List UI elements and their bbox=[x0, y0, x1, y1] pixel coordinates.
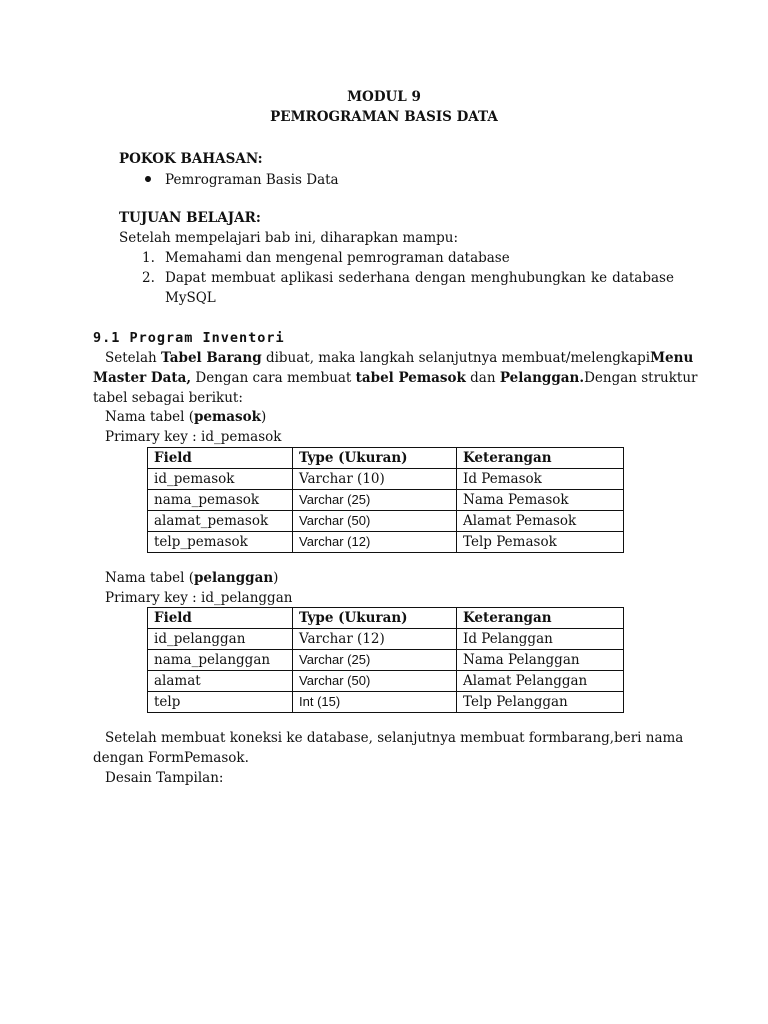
column-header: Type (Ukuran) bbox=[293, 608, 457, 629]
keterangan-cell: Nama Pemasok bbox=[457, 490, 624, 511]
bullet-icon bbox=[144, 175, 152, 183]
tujuan-intro: Setelah mempelajari bab ini, diharapkan mampu: bbox=[119, 230, 459, 246]
keterangan-cell: Id Pemasok bbox=[457, 469, 624, 490]
word: sederhana bbox=[338, 270, 410, 286]
tujuan-item-text-line1 bbox=[165, 268, 674, 288]
field-cell: telp bbox=[148, 692, 293, 713]
column-header: Type (Ukuran) bbox=[293, 448, 457, 469]
word: membuat bbox=[211, 270, 276, 286]
column-header: Keterangan bbox=[457, 608, 624, 629]
tujuan-item-text: Memahami dan mengenal pemrograman database bbox=[165, 250, 510, 266]
field-cell: alamat_pemasok bbox=[148, 511, 293, 532]
table-row bbox=[148, 490, 624, 511]
pemasok-table bbox=[147, 447, 624, 553]
keterangan-cell: Telp Pemasok bbox=[457, 532, 624, 553]
table-row bbox=[148, 511, 624, 532]
word: aplikasi bbox=[280, 270, 334, 286]
field-cell: id_pemasok bbox=[148, 469, 293, 490]
tujuan-item-number: 1. bbox=[142, 250, 155, 266]
paragraph-line: Desain Tampilan: bbox=[105, 770, 224, 786]
keterangan-cell: Alamat Pelanggan bbox=[457, 671, 624, 692]
pokok-item: Pemrograman Basis Data bbox=[165, 172, 339, 188]
column-header: Field bbox=[148, 608, 293, 629]
column-header: Keterangan bbox=[457, 448, 624, 469]
table-row bbox=[148, 650, 624, 671]
field-cell: nama_pelanggan bbox=[148, 650, 293, 671]
pokok-heading: POKOK BAHASAN: bbox=[119, 151, 263, 167]
keterangan-cell: Id Pelanggan bbox=[457, 629, 624, 650]
field-cell: telp_pemasok bbox=[148, 532, 293, 553]
type-cell: Int (15) bbox=[293, 692, 457, 713]
field-cell: alamat bbox=[148, 671, 293, 692]
type-cell: Varchar (25) bbox=[293, 650, 457, 671]
tujuan-item-text-line2: MySQL bbox=[165, 290, 216, 306]
paragraph-line: Setelah Tabel Barang dibuat, maka langkah selanjutnya membuat/melengkapi Menu bbox=[105, 350, 694, 366]
table-row bbox=[148, 532, 624, 553]
table-name-label: Nama tabel (pemasok) bbox=[105, 409, 267, 425]
type-cell: Varchar (12) bbox=[293, 532, 457, 553]
tujuan-item-number: 2. bbox=[142, 270, 155, 286]
field-cell: id_pelanggan bbox=[148, 629, 293, 650]
table-row bbox=[148, 469, 624, 490]
field-cell: nama_pemasok bbox=[148, 490, 293, 511]
table-row bbox=[148, 629, 624, 650]
table-row bbox=[148, 692, 624, 713]
table-header-row bbox=[148, 448, 624, 469]
keterangan-cell: Nama Pelanggan bbox=[457, 650, 624, 671]
word: ke bbox=[590, 270, 608, 286]
type-cell: Varchar (12) bbox=[293, 629, 457, 650]
paragraph-line: tabel sebagai berikut: bbox=[93, 390, 243, 406]
keterangan-cell: Telp Pelanggan bbox=[457, 692, 624, 713]
module-number: MODUL 9 bbox=[347, 89, 421, 105]
paragraph-line: dengan FormPemasok. bbox=[93, 750, 249, 766]
type-cell: Varchar (25) bbox=[293, 490, 457, 511]
word: database bbox=[612, 270, 674, 286]
table-header-row bbox=[148, 608, 624, 629]
word: Dapat bbox=[165, 270, 206, 286]
word: menghubungkan bbox=[470, 270, 586, 286]
type-cell: Varchar (50) bbox=[293, 511, 457, 532]
type-cell: Varchar (10) bbox=[293, 469, 457, 490]
table-name-label: Nama tabel (pelanggan) bbox=[105, 570, 279, 586]
pelanggan-table bbox=[147, 607, 624, 713]
primary-key-label: Primary key : id_pemasok bbox=[105, 429, 282, 445]
section-heading: 9.1 Program Inventori bbox=[93, 330, 285, 346]
keterangan-cell: Alamat Pemasok bbox=[457, 511, 624, 532]
table-row bbox=[148, 671, 624, 692]
paragraph-line: Master Data, Dengan cara membuat tabel Pemasok dan Pelanggan. Dengan struktur bbox=[93, 370, 698, 386]
primary-key-label: Primary key : id_pelanggan bbox=[105, 590, 293, 606]
module-title: PEMROGRAMAN BASIS DATA bbox=[270, 109, 498, 125]
type-cell: Varchar (50) bbox=[293, 671, 457, 692]
column-header: Field bbox=[148, 448, 293, 469]
word: dengan bbox=[414, 270, 466, 286]
paragraph-line: Setelah membuat koneksi ke database, selanjutnya membuat form barang,beri nama bbox=[105, 730, 684, 746]
tujuan-heading: TUJUAN BELAJAR: bbox=[119, 210, 261, 226]
